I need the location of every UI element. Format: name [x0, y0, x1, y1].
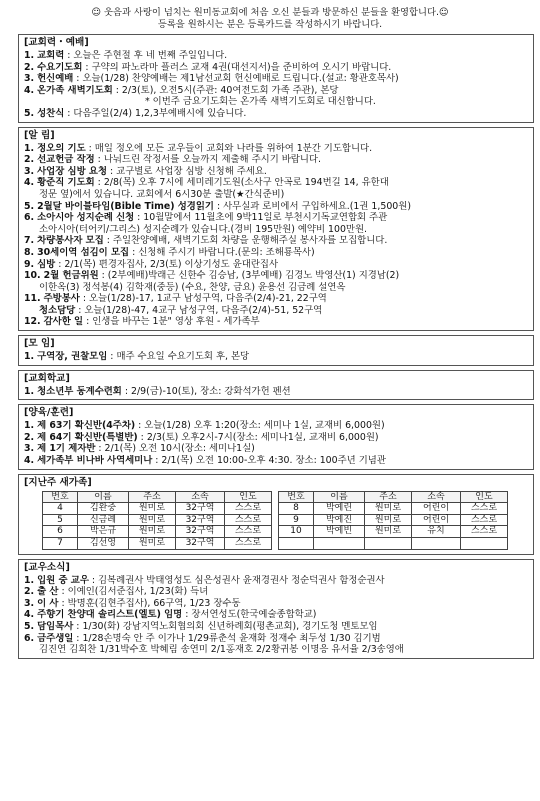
section-title: [모 임] [24, 338, 55, 350]
list-item [24, 282, 529, 294]
section-notices [18, 127, 534, 332]
list-item [24, 177, 529, 189]
item-label: 수요기도회 [37, 61, 83, 73]
item-label: 성찬식 [37, 107, 65, 119]
item-text: : 매일 정오에 모든 교우들이 교회와 나라를 위하여 1분간 기도합니다. [85, 142, 373, 154]
table-cell [461, 538, 508, 550]
section-new-visitors [18, 474, 534, 555]
item-text: : 2/1(목) 오전 10시(장소: 세미나1실) [95, 443, 255, 455]
table-row [279, 526, 508, 538]
list-item [24, 189, 529, 201]
table-row [279, 514, 508, 526]
table-cell: 박예린 [314, 503, 365, 515]
item-num: 3. [24, 165, 35, 177]
item-text: : 2/1(목) 편경자집사, 2/3(토) 이상기성도 윤대란집사 [55, 258, 279, 270]
list-item [24, 235, 529, 247]
table-cell: 박예빈 [314, 526, 365, 538]
table-cell: 32구역 [176, 526, 225, 538]
list-item [24, 443, 529, 455]
welcome-header [0, 0, 540, 30]
visitors-table-right [278, 491, 508, 550]
item-num: 1. [24, 385, 35, 397]
item-text: : 다음주일(2/4) 1,2,3부예배시에 있습니다. [64, 107, 247, 119]
section-title: [지난주 새가족] [24, 476, 92, 488]
item-num: 6. [24, 212, 35, 224]
item-text: : 2/8(목) 오후 7시에 세미레기도원(소사구 안곡로 194번길 14, 유한대 [94, 177, 389, 189]
table-cell: 9 [279, 514, 314, 526]
item-num: 3. [24, 443, 35, 455]
table-cell: 원미로 [365, 503, 412, 515]
item-text: 김진연 김희찬 1/31박수호 박혜림 송연미 2/1홍재호 2/2황귀봉 이명응 유서율 2/3송영애 [39, 644, 404, 656]
table-cell: 32구역 [176, 514, 225, 526]
table-row [279, 503, 508, 515]
item-text: : 매주 수요일 수요기도회 후, 본당 [107, 351, 250, 363]
item-num: 7. [24, 235, 35, 247]
item-text: : 오늘(1/28) 찬양예배는 제1남선교회 헌신예배로 드립니다.(설교: 황관호목사) [73, 73, 399, 85]
table-cell [314, 538, 365, 550]
item-label: 심방 [37, 258, 56, 270]
list-item [24, 212, 529, 224]
item-text: : 사무실과 로비에서 구입하세요.(1권 1,500원) [213, 200, 411, 212]
item-text: 정문 옆)에서 있습니다. 교회에서 6시30분 출발(★간식준비) [39, 188, 285, 200]
item-label: 청소담당 [39, 304, 76, 316]
item-num: 5. [24, 620, 35, 632]
table-row [279, 538, 508, 550]
item-text: : 나눠드린 작정서를 오늘까지 제출해 주시기 바랍니다. [94, 154, 321, 166]
list-item [24, 633, 529, 645]
item-num: 5. [24, 107, 35, 119]
welcome-line-2: 등록을 원하시는 분은 등록카드를 작성하시기 바랍니다. [157, 18, 383, 30]
item-label: 세가족부 비나바 사역세미나 [37, 455, 153, 467]
list-item [24, 224, 529, 236]
table-header-row [43, 491, 272, 503]
item-text: : 구약의 파노라마 플러스 교재 4권(대선지서)을 준비하여 오시기 바랍니다. [82, 61, 392, 73]
item-text: : 1/28손명숙 안 주 이가나 1/29류춘석 윤재화 정재수 최두성 1/30 김기범 [73, 632, 381, 644]
item-text: : 오늘(1/28)-47, 4교구 남성구역, 다음주(2/4)-51, 52구역 [75, 304, 323, 316]
list-item [24, 96, 529, 108]
table-cell: 스스로 [461, 526, 508, 538]
table-cell: 원미로 [129, 538, 176, 550]
item-text: : 10월말에서 11월초에 9박11일로 부천시기독교연합회 주관 [134, 212, 388, 224]
item-num: 1. [24, 574, 35, 586]
item-label: 출 산 [37, 586, 59, 598]
item-label: 금주생일 [37, 632, 74, 644]
section-items [24, 351, 529, 363]
item-num: 1. [24, 351, 35, 363]
item-label: 2월 헌금위원 [43, 270, 99, 282]
section-title: [교회학교] [24, 372, 70, 384]
list-item [24, 420, 529, 432]
table-row [43, 538, 272, 550]
item-text: 이한옥(3) 정석봉(4) 김학재(중등) (수요, 찬양, 금요) 윤용선 김금례 설연옥 [39, 281, 346, 293]
item-num: 2. [24, 586, 35, 598]
column-header: 소속 [412, 491, 461, 503]
column-header: 소속 [176, 491, 225, 503]
table-cell [412, 538, 461, 550]
item-label: 제 1기 제자반 [37, 443, 96, 455]
item-num: 4. [24, 84, 35, 96]
table-cell: 6 [43, 526, 78, 538]
item-num: 2. [24, 431, 35, 443]
item-num: 1. [24, 142, 35, 154]
item-text: : 오늘(1/28)-17, 1교구 남성구역, 다음주(2/4)-21, 22구역 [79, 293, 327, 305]
list-item [24, 386, 529, 398]
item-text: : 오늘은 주현절 후 네 번째 주일입니다. [64, 50, 228, 61]
list-item [24, 316, 529, 328]
item-label: 제 64기 확신반(특별반) [37, 431, 138, 443]
table-row [43, 526, 272, 538]
column-header: 이름 [78, 491, 129, 503]
item-num: 4. [24, 609, 35, 621]
list-item [24, 73, 529, 85]
table-cell: 스스로 [225, 503, 272, 515]
item-text: : 2/3(토), 오전5시(주관: 40여전도회 가족 주관), 본당 [112, 84, 339, 96]
item-text: : 오늘(1/28) 오후 1:20(장소: 세미나 1실, 교재비 6,000원) [135, 420, 385, 432]
section-items [24, 143, 529, 329]
table-cell: 원미로 [129, 503, 176, 515]
list-item [24, 50, 529, 62]
table-cell: 스스로 [461, 514, 508, 526]
column-header: 이름 [314, 491, 365, 503]
table-cell: 5 [43, 514, 78, 526]
table-header-row [279, 491, 508, 503]
table-cell: 스스로 [225, 538, 272, 550]
item-num: 2. [24, 154, 35, 166]
table-cell: 원미로 [129, 526, 176, 538]
item-num: 5. [24, 200, 35, 212]
section-items [24, 50, 529, 120]
column-header: 주소 [129, 491, 176, 503]
item-label: 소아시아 성지순례 신청 [37, 212, 135, 224]
list-item [24, 143, 529, 155]
item-label: 감사한 일 [43, 316, 84, 328]
list-item [24, 270, 529, 282]
item-label: 교회력 [37, 50, 65, 61]
list-item [24, 586, 529, 598]
list-item [24, 166, 529, 178]
section-church-school [18, 370, 534, 401]
item-num: 3. [24, 597, 35, 609]
item-text: : (2부예배)박래근 신한수 김승남, (3부예배) 김경노 박영산(1) 지경남(2) [98, 270, 400, 282]
item-text: : 교구별로 사업장 심방 신청해 주세요. [107, 165, 267, 177]
list-item [24, 201, 529, 213]
section-training [18, 404, 534, 469]
item-text: 소아시아(터어키/그리스) 성지순례가 있습니다.(경비 195만원) 예약비 100만원. [39, 223, 368, 235]
table-cell: 스스로 [225, 514, 272, 526]
column-header: 주소 [365, 491, 412, 503]
column-header: 인도 [225, 491, 272, 503]
table-cell: 32구역 [176, 538, 225, 550]
list-item [24, 85, 529, 97]
list-item [24, 108, 529, 120]
list-item [24, 644, 529, 656]
item-label: 제 63기 확신반(4주차) [37, 420, 136, 432]
item-label: 청소년부 동계수련회 [37, 385, 122, 397]
item-label: 정오의 기도 [37, 142, 86, 154]
column-header: 번호 [279, 491, 314, 503]
item-num: 9. [24, 258, 35, 270]
table-cell: 어린이 [412, 503, 461, 515]
item-text: : 김복례권사 박태영성도 심은성권사 윤재경권사 정순덕권사 함정순권사 [88, 574, 385, 586]
item-num: 4. [24, 455, 35, 467]
list-item [24, 621, 529, 633]
item-text: : 장서연성도(한국예술종합학교) [182, 609, 317, 621]
item-num: 4. [24, 177, 35, 189]
item-label: 황준직 기도회 [37, 177, 95, 189]
list-item [24, 305, 529, 317]
item-text: : 2/3(토) 오후2시-7시(장소: 세미나1실, 교재비 6,000원) [137, 431, 379, 443]
item-label: 차량봉사자 모집 [37, 235, 104, 247]
item-num: 12. [24, 316, 41, 328]
item-num: 1. [24, 420, 35, 432]
item-label: 헌신예배 [37, 73, 74, 85]
item-num: 11. [24, 293, 41, 305]
table-cell: 유치 [412, 526, 461, 538]
item-num: 8. [24, 246, 35, 258]
list-item [24, 351, 529, 363]
table-cell: 32구역 [176, 503, 225, 515]
welcome-line-1: ☺ 웃음과 사랑이 넘치는 원미동교회에 처음 오신 분들과 방문하신 분들을 환영합니다.☺ [91, 7, 449, 18]
item-text: : 주일찬양예배, 새벽기도회 차량을 운행해주실 봉사자를 모집합니다. [103, 235, 388, 247]
table-cell: 원미로 [365, 514, 412, 526]
item-label: 2월달 바이블타임(Bible Time) 성경읽기 [37, 200, 214, 212]
list-item [24, 609, 529, 621]
list-item [24, 62, 529, 74]
list-item [24, 247, 529, 259]
list-item [24, 154, 529, 166]
section-title: [양육/훈련] [24, 407, 74, 419]
item-label: 온가족 새벽기도회 [37, 84, 113, 96]
table-cell: 7 [43, 538, 78, 550]
table-cell: 원미로 [365, 526, 412, 538]
item-label: 주방봉사 [43, 293, 80, 305]
table-cell [279, 538, 314, 550]
section-meetings [18, 335, 534, 366]
item-text: : 박명훈(김현주집사), 66구역, 1/23 장수동 [58, 597, 241, 609]
item-text: : 2/1(목) 오전 10:00-오후 4:30. 장소: 100주년 기념관 [152, 455, 386, 467]
list-item [24, 598, 529, 610]
table-cell: 스스로 [461, 503, 508, 515]
item-label: 이 사 [37, 597, 59, 609]
item-num: 3. [24, 73, 35, 85]
table-row [43, 503, 272, 515]
section-title: [교회력・예배] [24, 37, 89, 48]
section-items [24, 575, 529, 656]
item-text: * 이번주 금요기도회는 온가족 새벽기도회로 대신합니다. [145, 96, 376, 108]
item-label: 사업장 심방 요청 [37, 165, 108, 177]
list-item [24, 455, 529, 467]
list-item [24, 259, 529, 271]
list-item [24, 432, 529, 444]
table-cell: 4 [43, 503, 78, 515]
table-cell: 김완중 [78, 503, 129, 515]
table-cell: 원미로 [129, 514, 176, 526]
item-text: : 1/30(화) 강남지역노회협의회 신년하례회(평촌교회), 경기도청 멘토모임 [73, 620, 378, 632]
visitors-table-left [42, 491, 272, 550]
item-label: 선교헌금 작정 [37, 154, 95, 166]
table-row [43, 514, 272, 526]
table-cell: 스스로 [225, 526, 272, 538]
table-cell: 김선영 [78, 538, 129, 550]
list-item [24, 293, 529, 305]
table-cell: 박예진 [314, 514, 365, 526]
section-member-news [18, 559, 534, 659]
item-num: 6. [24, 632, 35, 644]
item-label: 담임목사 [37, 620, 74, 632]
table-cell: 8 [279, 503, 314, 515]
section-title: [교우소식] [24, 561, 70, 573]
item-label: 구역장, 권찰모임 [37, 351, 108, 363]
section-title: [알 림] [24, 129, 55, 141]
item-num: 1. [24, 50, 35, 61]
item-label: 30세이역 섬김이 모집 [37, 246, 130, 258]
item-text: : 신청해 주시기 바랍니다.(문의: 조해룡목사) [129, 246, 315, 258]
item-label: 입원 중 교우 [37, 574, 89, 586]
section-church-calendar [18, 34, 534, 123]
section-items [24, 386, 529, 398]
table-cell: 어린이 [412, 514, 461, 526]
item-num: 10. [24, 270, 41, 282]
section-items [24, 420, 529, 466]
item-num: 2. [24, 61, 35, 73]
column-header: 인도 [461, 491, 508, 503]
item-label: 주향기 찬양대 솔리스트(엘토) 임명 [37, 609, 183, 621]
item-text: : 인생을 바꾸는 1분" 영상 후원 - 세가족부 [83, 316, 260, 328]
list-item [24, 575, 529, 587]
table-cell: 신금례 [78, 514, 129, 526]
table-cell: 10 [279, 526, 314, 538]
column-header: 번호 [43, 491, 78, 503]
item-text: : 2/9(금)-10(토), 장소: 강화석가헌 펜션 [121, 385, 291, 397]
table-cell: 박은규 [78, 526, 129, 538]
table-cell [365, 538, 412, 550]
item-text: : 이예인(김서준집사, 1/23(화) 득녀 [58, 586, 209, 598]
